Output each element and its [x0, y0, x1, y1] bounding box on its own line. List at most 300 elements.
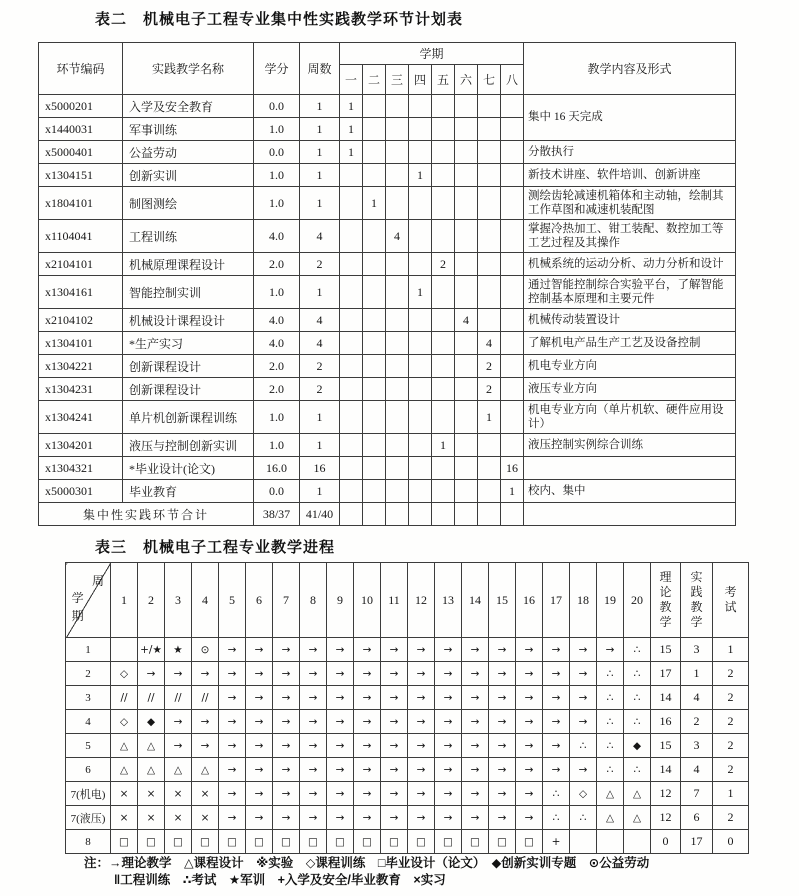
- t2-name: 液压与控制创新实训: [123, 434, 254, 457]
- t2-credit: 1.0: [254, 401, 300, 434]
- t2-sem-cell: [363, 355, 386, 378]
- t2-content: 机械系统的运动分析、动力分析和设计: [524, 253, 736, 276]
- t3-week-cell: →: [273, 686, 300, 710]
- t2-code: x1304231: [39, 378, 123, 401]
- t3-week-cell: □: [489, 830, 516, 854]
- t2-sem-cell: [432, 480, 455, 503]
- t2-sem-cell: [432, 457, 455, 480]
- t3-week-cell: →: [408, 710, 435, 734]
- t2-weeks: 1: [300, 164, 340, 187]
- t2-sem-cell: [340, 480, 363, 503]
- t3-week-cell: →: [300, 686, 327, 710]
- t3-practice-total: 1: [681, 662, 713, 686]
- t3-week-cell: →: [462, 758, 489, 782]
- t2-name: *生产实习: [123, 332, 254, 355]
- t3-week-cell: →: [354, 758, 381, 782]
- t3-week-cell: △: [111, 758, 138, 782]
- t3-week-cell: →: [408, 782, 435, 806]
- t2-sem-cell: [340, 401, 363, 434]
- t3-week-cell: →: [273, 758, 300, 782]
- t3-week-cell: △: [165, 758, 192, 782]
- t2-content: 掌握冷热加工、钳工装配、数控加工等工艺过程及其操作: [524, 220, 736, 253]
- t3-week-cell: →: [489, 734, 516, 758]
- t3-week-cell: ×: [138, 806, 165, 830]
- t2-sem-cell: [455, 95, 478, 118]
- t2-sem-cell: [432, 503, 455, 526]
- legend-line-2: ‖工程训练 ∴考试 ★军训 +入学及安全/毕业教育 ×实习: [114, 872, 446, 887]
- t2-weeks: 1: [300, 401, 340, 434]
- t2-sem-cell: [363, 332, 386, 355]
- t3-week-cell: →: [192, 662, 219, 686]
- t2-sem-cell: [409, 434, 432, 457]
- t3-exam-total: 2: [713, 734, 749, 758]
- t2-sem-cell: [478, 457, 501, 480]
- t3-week-cell: →: [273, 734, 300, 758]
- t2-sem-header: 七: [478, 65, 501, 95]
- t2-sem-cell: [455, 253, 478, 276]
- t2-sem-cell: [340, 276, 363, 309]
- t3-week-cell: ∴: [624, 758, 651, 782]
- t3-week-cell: □: [111, 830, 138, 854]
- t2-credit: 2.0: [254, 355, 300, 378]
- t3-week-cell: ⊙: [192, 638, 219, 662]
- t2-sem-cell: [432, 355, 455, 378]
- t3-week-cell: ∴: [624, 686, 651, 710]
- t3-week-cell: →: [462, 662, 489, 686]
- t3-week-cell: →: [435, 758, 462, 782]
- t2-content: 集中 16 天完成: [524, 95, 736, 141]
- t3-week-cell: →: [219, 638, 246, 662]
- t3-week-cell: ∴: [543, 806, 570, 830]
- t2-sem-cell: [340, 332, 363, 355]
- t2-weeks: 1: [300, 95, 340, 118]
- t3-exam-total: 1: [713, 782, 749, 806]
- t2-sem-cell: 1: [409, 276, 432, 309]
- t2-credit: 2.0: [254, 378, 300, 401]
- t2-sem-cell: [386, 401, 409, 434]
- t3-week-cell: →: [219, 782, 246, 806]
- t2-sem-cell: [478, 434, 501, 457]
- t3-week-cell: →: [354, 806, 381, 830]
- table3-row: [66, 734, 749, 758]
- t3-week-cell: →: [462, 710, 489, 734]
- t3-week-header: 18: [570, 563, 597, 638]
- t3-exam-total: 1: [713, 638, 749, 662]
- t3-summary-label: 实践教学: [690, 570, 703, 629]
- table3-header-row: [66, 563, 749, 638]
- t2-sem-cell: [478, 276, 501, 309]
- t2-sem-cell: 4: [386, 220, 409, 253]
- t2-sem-cell: [386, 480, 409, 503]
- t3-week-cell: →: [327, 710, 354, 734]
- t2-sem-header: 四: [409, 65, 432, 95]
- t3-week-cell: □: [462, 830, 489, 854]
- t3-week-cell: ∴: [570, 734, 597, 758]
- t3-week-cell: ×: [165, 806, 192, 830]
- t2-weeks: 4: [300, 309, 340, 332]
- t2-content: 分散执行: [524, 141, 736, 164]
- t3-week-cell: ◇: [111, 662, 138, 686]
- t3-row-label: 1: [66, 638, 111, 662]
- t2-credit: 1.0: [254, 434, 300, 457]
- t3-week-cell: →: [435, 710, 462, 734]
- t2-code: x1304161: [39, 276, 123, 309]
- t3-week-cell: →: [219, 734, 246, 758]
- t2-sem-header: 八: [501, 65, 524, 95]
- t3-week-cell: //: [138, 686, 165, 710]
- t3-week-cell: →: [408, 638, 435, 662]
- t2-weeks: 1: [300, 434, 340, 457]
- t3-week-cell: →: [462, 782, 489, 806]
- t3-exam-total: 2: [713, 686, 749, 710]
- table3-row: [66, 830, 749, 854]
- t2-sem-cell: [455, 187, 478, 220]
- t3-week-cell: △: [192, 758, 219, 782]
- t3-week-header: 4: [192, 563, 219, 638]
- t2-sem-cell: [501, 355, 524, 378]
- table2-row: [39, 355, 736, 378]
- t2-sem-cell: 1: [340, 95, 363, 118]
- t3-week-cell: →: [246, 686, 273, 710]
- table2: [38, 42, 736, 526]
- t3-week-cell: →: [408, 734, 435, 758]
- t3-theory-total: 16: [651, 710, 681, 734]
- t3-week-cell: □: [246, 830, 273, 854]
- t2-credit: 1.0: [254, 187, 300, 220]
- t2-sem-header: 二: [363, 65, 386, 95]
- legend-line-1: 注：→理论教学 △课程设计 ※实验 ◇课程训练 □毕业设计（论文） ◆创新实训专题 ⊙公益劳动: [84, 856, 650, 870]
- t3-summary-header: [651, 563, 681, 638]
- t2-sem-cell: 1: [478, 401, 501, 434]
- t2-sem-cell: [386, 118, 409, 141]
- t2-sem-cell: [340, 434, 363, 457]
- t3-week-cell: →: [381, 782, 408, 806]
- t2-code: x1304241: [39, 401, 123, 434]
- t2-sem-cell: [478, 503, 501, 526]
- t2-code: x1304221: [39, 355, 123, 378]
- table2-row: [39, 164, 736, 187]
- t3-week-cell: →: [489, 806, 516, 830]
- t3-theory-total: 15: [651, 638, 681, 662]
- t2-name: 军事训练: [123, 118, 254, 141]
- t3-week-header: 1: [111, 563, 138, 638]
- t2-weeks: 1: [300, 480, 340, 503]
- t3-week-cell: →: [273, 710, 300, 734]
- t3-week-cell: □: [408, 830, 435, 854]
- table2-row: [39, 95, 736, 118]
- t3-week-cell: →: [300, 782, 327, 806]
- t2-name: 公益劳动: [123, 141, 254, 164]
- t3-week-cell: □: [219, 830, 246, 854]
- t2-weeks: 2: [300, 378, 340, 401]
- t2-weeks: 1: [300, 276, 340, 309]
- t2-sem-cell: [409, 378, 432, 401]
- t3-week-cell: □: [435, 830, 462, 854]
- t2-sem-cell: [340, 220, 363, 253]
- t3-summary-header: [713, 563, 749, 638]
- t2-sem-cell: [340, 457, 363, 480]
- t2-sem-cell: [501, 378, 524, 401]
- t2-credit: 0.0: [254, 480, 300, 503]
- t3-week-cell: →: [408, 662, 435, 686]
- t3-week-cell: →: [354, 734, 381, 758]
- t3-week-header: 14: [462, 563, 489, 638]
- t3-week-cell: →: [246, 710, 273, 734]
- t3-week-cell: →: [516, 782, 543, 806]
- t3-week-cell: →: [273, 638, 300, 662]
- t3-week-cell: →: [246, 806, 273, 830]
- table3-row: [66, 806, 749, 830]
- t3-week-cell: →: [165, 662, 192, 686]
- table2-title: 表二 机械电子工程专业集中性实践教学环节计划表: [95, 11, 464, 28]
- t2-weeks: 2: [300, 355, 340, 378]
- t3-theory-total: 14: [651, 686, 681, 710]
- t2-code: x5000301: [39, 480, 123, 503]
- t2-sem-cell: [501, 141, 524, 164]
- t2-sem-cell: [432, 309, 455, 332]
- t2-sem-cell: [455, 332, 478, 355]
- t2-sem-cell: [455, 378, 478, 401]
- t2-weeks: 41/40: [300, 503, 340, 526]
- t3-week-cell: ∴: [597, 758, 624, 782]
- t3-week-cell: →: [435, 734, 462, 758]
- t2-sem-cell: 4: [478, 332, 501, 355]
- t3-exam-total: 2: [713, 662, 749, 686]
- t2-sem-cell: [478, 95, 501, 118]
- t2-code: x1304101: [39, 332, 123, 355]
- t2-sem-cell: [409, 220, 432, 253]
- table2-row: [39, 332, 736, 355]
- t2-name: *毕业设计(论文): [123, 457, 254, 480]
- t2-sem-cell: [432, 118, 455, 141]
- t2-name: 毕业教育: [123, 480, 254, 503]
- t3-week-cell: ◆: [138, 710, 165, 734]
- t3-week-cell: //: [165, 686, 192, 710]
- t3-week-cell: →: [246, 734, 273, 758]
- t2-sem-cell: [386, 187, 409, 220]
- t2-content: 测绘齿轮减速机箱体和主动轴，绘制其工作草图和减速机装配图: [524, 187, 736, 220]
- t3-week-header: 11: [381, 563, 408, 638]
- t2-code: x2104102: [39, 309, 123, 332]
- t2-sem-cell: [409, 187, 432, 220]
- t3-theory-total: 0: [651, 830, 681, 854]
- t3-theory-total: 12: [651, 806, 681, 830]
- t2-sem-cell: [409, 457, 432, 480]
- t3-practice-total: 2: [681, 710, 713, 734]
- t3-week-cell: □: [192, 830, 219, 854]
- t3-week-cell: ∴: [597, 686, 624, 710]
- t3-row-label: 8: [66, 830, 111, 854]
- t3-week-cell: ×: [111, 806, 138, 830]
- t3-week-header: 2: [138, 563, 165, 638]
- table2-row: [39, 480, 736, 503]
- t3-week-cell: →: [543, 710, 570, 734]
- t3-week-cell: △: [624, 782, 651, 806]
- table2-header-semester: 学期: [340, 43, 524, 65]
- t3-week-cell: →: [570, 662, 597, 686]
- t2-sem-cell: [363, 480, 386, 503]
- t2-content: 机械传动装置设计: [524, 309, 736, 332]
- t2-sem-cell: 4: [455, 309, 478, 332]
- t3-theory-total: 15: [651, 734, 681, 758]
- t3-week-cell: →: [219, 710, 246, 734]
- table2-row: [39, 434, 736, 457]
- t3-week-cell: →: [300, 662, 327, 686]
- table3-body: [66, 638, 749, 854]
- t3-week-cell: ∴: [597, 662, 624, 686]
- t3-theory-total: 14: [651, 758, 681, 782]
- t2-sem-cell: [501, 503, 524, 526]
- t3-week-header: 19: [597, 563, 624, 638]
- t2-sem-cell: [340, 164, 363, 187]
- t2-sem-cell: [363, 401, 386, 434]
- t3-week-cell: →: [462, 734, 489, 758]
- t3-summary-label: 理论教学: [659, 570, 672, 629]
- t2-sem-cell: [340, 187, 363, 220]
- t2-content: [524, 457, 736, 480]
- t3-week-cell: →: [570, 638, 597, 662]
- t3-week-cell: ∴: [597, 734, 624, 758]
- t2-credit: 38/37: [254, 503, 300, 526]
- t3-week-cell: ∴: [624, 638, 651, 662]
- t3-exam-total: 2: [713, 758, 749, 782]
- t3-week-cell: □: [381, 830, 408, 854]
- t3-row-label: 5: [66, 734, 111, 758]
- table3-row: [66, 686, 749, 710]
- t2-weeks: 16: [300, 457, 340, 480]
- table2-header-credit: 学分: [254, 43, 300, 95]
- t2-sem-cell: [363, 95, 386, 118]
- t3-week-cell: →: [354, 782, 381, 806]
- t2-sem-cell: [386, 378, 409, 401]
- t2-sem-cell: [363, 457, 386, 480]
- t2-sem-cell: 1: [409, 164, 432, 187]
- t2-weeks: 1: [300, 141, 340, 164]
- table2-row: [39, 220, 736, 253]
- t3-week-cell: →: [246, 662, 273, 686]
- table2-row: [39, 276, 736, 309]
- t3-week-cell: →: [516, 734, 543, 758]
- t3-practice-total: 3: [681, 734, 713, 758]
- t3-practice-total: 6: [681, 806, 713, 830]
- t2-sem-cell: [386, 253, 409, 276]
- t3-week-header: 8: [300, 563, 327, 638]
- t3-week-cell: ∴: [570, 806, 597, 830]
- t3-week-cell: ∴: [624, 662, 651, 686]
- table2-row: [39, 378, 736, 401]
- t2-sem-cell: [363, 164, 386, 187]
- t3-week-cell: →: [408, 806, 435, 830]
- t3-week-cell: →: [570, 758, 597, 782]
- t2-code: x2104101: [39, 253, 123, 276]
- t2-sem-cell: [386, 457, 409, 480]
- t3-week-header: 3: [165, 563, 192, 638]
- t2-sem-cell: [501, 118, 524, 141]
- t2-sem-cell: [478, 187, 501, 220]
- t2-content: [524, 503, 736, 526]
- t3-week-header: 6: [246, 563, 273, 638]
- t2-code: x5000201: [39, 95, 123, 118]
- t3-week-cell: →: [516, 638, 543, 662]
- t3-week-cell: □: [273, 830, 300, 854]
- t3-week-cell: →: [219, 806, 246, 830]
- t3-week-cell: →: [408, 758, 435, 782]
- t2-sem-cell: [501, 164, 524, 187]
- t3-week-cell: →: [543, 638, 570, 662]
- t3-week-cell: △: [624, 806, 651, 830]
- t3-practice-total: 17: [681, 830, 713, 854]
- t3-week-cell: →: [543, 734, 570, 758]
- t2-sem-cell: [409, 503, 432, 526]
- t3-week-cell: →: [516, 686, 543, 710]
- t2-sem-cell: [409, 118, 432, 141]
- t3-week-cell: △: [111, 734, 138, 758]
- t2-sem-cell: [432, 378, 455, 401]
- t2-sem-cell: [455, 480, 478, 503]
- t3-week-cell: →: [327, 686, 354, 710]
- t3-week-cell: →: [489, 710, 516, 734]
- t3-week-cell: →: [381, 638, 408, 662]
- t3-week-cell: →: [219, 686, 246, 710]
- t2-sem-cell: [432, 95, 455, 118]
- t2-sem-cell: [478, 253, 501, 276]
- t3-week-cell: →: [381, 758, 408, 782]
- t3-practice-total: 4: [681, 758, 713, 782]
- t3-week-cell: □: [300, 830, 327, 854]
- t2-weeks: 2: [300, 253, 340, 276]
- t3-week-cell: ×: [192, 806, 219, 830]
- t3-week-cell: →: [246, 782, 273, 806]
- t3-week-cell: →: [327, 638, 354, 662]
- t2-sem-cell: [340, 378, 363, 401]
- t3-week-cell: →: [408, 686, 435, 710]
- t3-week-cell: →: [543, 758, 570, 782]
- t2-name: 制图测绘: [123, 187, 254, 220]
- t3-row-label: 7(机电): [66, 782, 111, 806]
- table2-header-content: 教学内容及形式: [524, 43, 736, 95]
- t3-week-cell: →: [219, 662, 246, 686]
- t2-credit: 4.0: [254, 332, 300, 355]
- t2-sem-cell: [501, 220, 524, 253]
- t2-sem-cell: 1: [340, 118, 363, 141]
- t2-sem-cell: [363, 220, 386, 253]
- t2-credit: 4.0: [254, 309, 300, 332]
- t2-sem-cell: [501, 401, 524, 434]
- t3-week-cell: →: [435, 662, 462, 686]
- t3-summary-label: 考试: [724, 585, 737, 614]
- t2-sem-cell: [340, 253, 363, 276]
- t2-sem-cell: [478, 164, 501, 187]
- t2-sem-cell: [363, 503, 386, 526]
- table2-row: [39, 309, 736, 332]
- table3-corner-cell: [66, 563, 111, 638]
- t3-week-cell: →: [516, 758, 543, 782]
- t2-sem-header: 三: [386, 65, 409, 95]
- t3-summary-header: [681, 563, 713, 638]
- t3-week-cell: →: [273, 782, 300, 806]
- t3-week-cell: →: [327, 806, 354, 830]
- t2-code: x5000401: [39, 141, 123, 164]
- t3-practice-total: 4: [681, 686, 713, 710]
- t3-week-cell: →: [381, 734, 408, 758]
- t3-week-cell: →: [300, 806, 327, 830]
- t2-credit: 1.0: [254, 118, 300, 141]
- t3-week-cell: □: [165, 830, 192, 854]
- t3-week-cell: ×: [192, 782, 219, 806]
- t2-sem-cell: [409, 309, 432, 332]
- t3-week-cell: ∴: [543, 782, 570, 806]
- t3-week-header: 15: [489, 563, 516, 638]
